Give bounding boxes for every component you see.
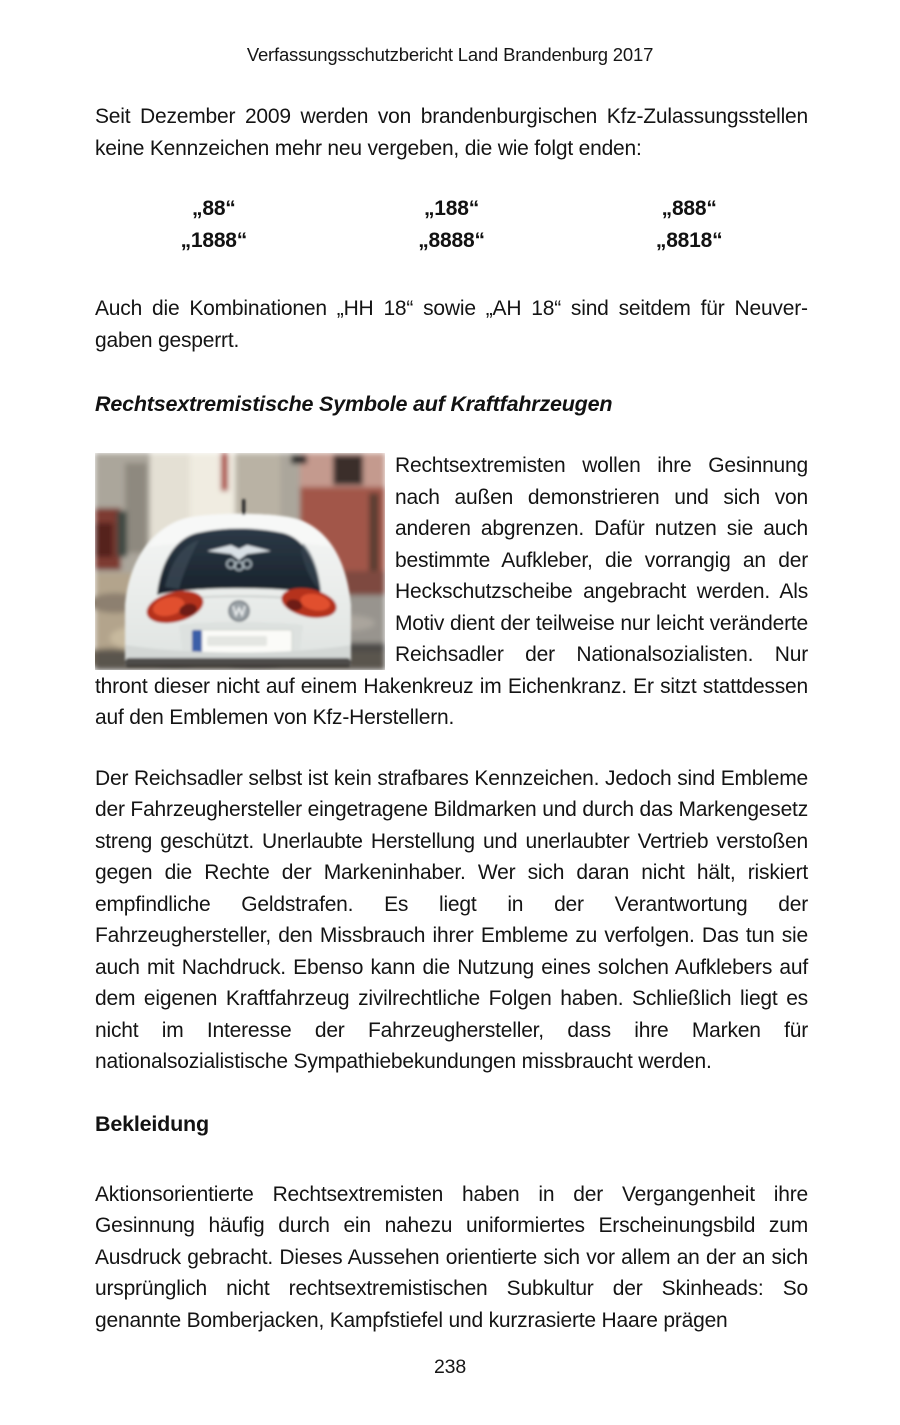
plate-suffix: „8818“: [655, 229, 723, 252]
table-row: [95, 225, 808, 257]
photo-text-section: [95, 450, 808, 734]
running-header: Verfassungsschutzbericht Land Brandenburg 2017: [246, 44, 654, 65]
plate-suffix: „1888“: [180, 229, 248, 252]
page-content: [95, 101, 808, 1336]
vw-badge: [229, 601, 249, 621]
table-row: [95, 193, 808, 225]
paragraph-blocked-combinations: Auch die Kombinationen „HH 18“ sowie „AH 18“ sind seitdem für Neuvergaben gesperrt.: [95, 297, 808, 352]
plate-suffix-table: [95, 193, 808, 257]
car-rear-photo: [95, 453, 385, 670]
paragraph-plate-intro: Seit Dezember 2009 werden von brandenburgischen Kfz-Zulassungsstellen keine Kennzeichen mehr neu vergeben, die wie folgt enden:: [95, 105, 808, 160]
section-heading-symbols: Rechtsextremistische Symbole auf Kraftfahrzeugen: [95, 392, 613, 416]
paragraph-trademark: Der Reichsadler selbst ist kein strafbares Kennzeichen. Jedoch sind Embleme der Fahrzeughersteller eingetragene Bildmarken und durch das Markengesetz streng geschützt. Unerlaubte Herstellung und unerlaubter Vertrieb verstoßen gegen die Rechte der Markeninhaber. Wer sich daran nicht hält, riskiert empfindliche Geldstrafen. Es liegt in der Verantwortung der Fahrzeughersteller, den Missbrauch ihrer Embleme zu verfolgen. Das tun sie auch mit Nachdruck. Ebenso kann die Nutzung eines solchen Aufklebers auf dem eigenen Kraftfahrzeug zivilrechtliche Folgen haben. Schließlich liegt es nicht im Interesse der Fahrzeughersteller, dass ihre Marken für nationalsozialistische Sympathiebekundungen missbraucht werden.: [95, 766, 808, 1073]
paragraph-stickers: Rechtsextremisten wollen ihre Gesinnung nach außen demonstrieren und sich von anderen abgrenzen. Dafür nutzen sie auch bestimmte Aufkleber, die vorrangig an der Heckschutzscheibe angebracht werden. Als Motiv dient der teilweise nur leicht veränderte Reichsadler der Nationalsozialisten. Nur thront dieser nicht auf einem Hakenkreuz im Eichenkranz. Er sitzt stattdessen auf den Emblemen von Kfz-Herstellern.: [95, 454, 808, 729]
plate-suffix: „188“: [423, 197, 480, 220]
plate-suffix: „88“: [192, 197, 236, 220]
page-number: 238: [434, 1356, 466, 1378]
plate-suffix: „888“: [661, 197, 717, 220]
section-heading-clothing: Bekleidung: [95, 1111, 209, 1136]
license-plate: [192, 630, 292, 653]
plate-suffix: „8888“: [418, 229, 485, 252]
paragraph-clothing: Aktionsorientierte Rechtsextremisten haben in der Vergangenheit ihre Gesinnung häufig durch ein nahezu uniformiertes Erscheinungsbild zum Ausdruck gebracht. Dieses Aussehen orientierte sich vor allem an der an sich ursprünglich nicht rechtsextremistischen Subkultur der Skinheads: So genannte Bomberjacken, Kampfstiefel und kurzrasierte Haare prägen: [95, 1182, 808, 1332]
